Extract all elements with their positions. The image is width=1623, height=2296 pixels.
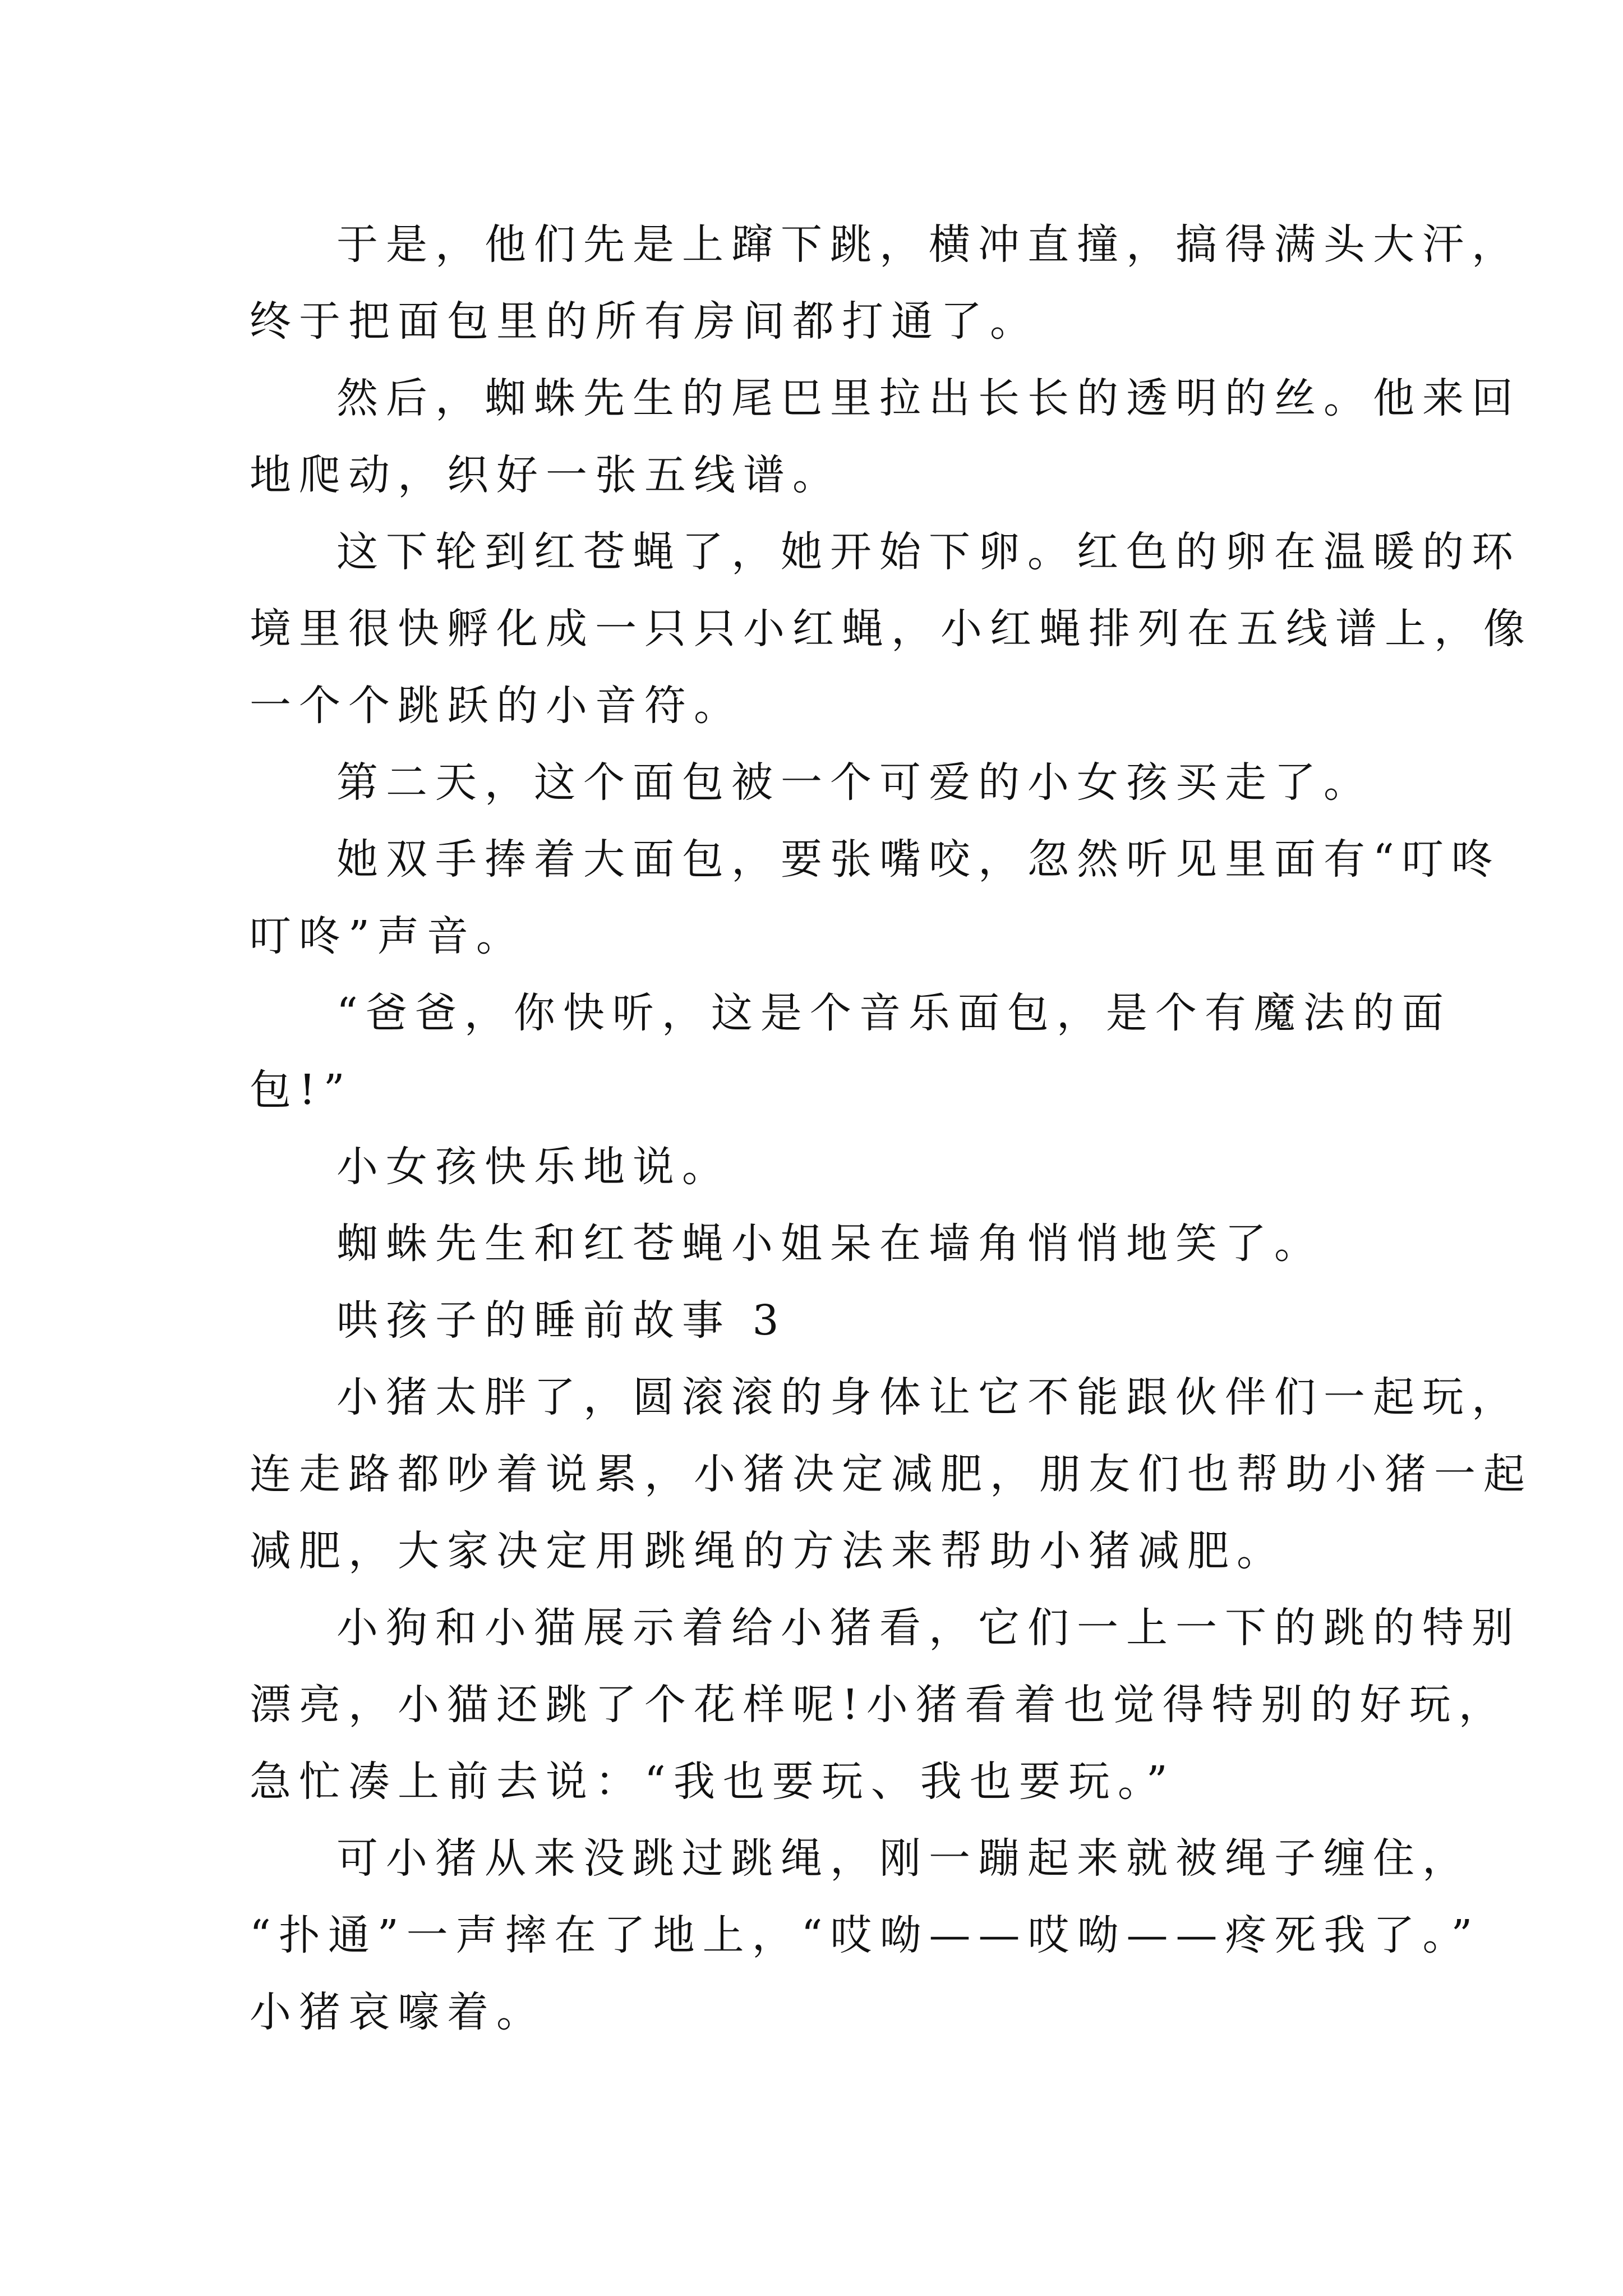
text-line: 减肥，大家决定用跳绳的方法来帮助小猪减肥。 bbox=[250, 1527, 1286, 1575]
text-line: 第二天，这个面包被一个可爱的小女孩买走了。 bbox=[336, 758, 1373, 807]
text-line: 境里很快孵化成一只只小红蝇，小红蝇排列在五线谱上，像 bbox=[250, 605, 1533, 653]
text-line: 小女孩快乐地说。 bbox=[336, 1143, 731, 1191]
text-line: 她双手捧着大面包，要张嘴咬，忽然听见里面有“叮咚 bbox=[336, 835, 1501, 884]
text-line: 然后，蜘蛛先生的尾巴里拉出长长的透明的丝。他来回 bbox=[336, 374, 1521, 422]
text-line: 小猪哀嚎着。 bbox=[250, 1988, 546, 2036]
text-line: 终于把面包里的所有房间都打通了。 bbox=[250, 297, 1039, 346]
section-heading: 哄孩子的睡前故事 3 bbox=[336, 1296, 787, 1345]
text-line: 一个个跳跃的小音符。 bbox=[250, 682, 743, 730]
text-line: 叮咚”声音。 bbox=[250, 912, 525, 960]
text-line: 漂亮，小猫还跳了个花样呢!小猪看着也觉得特别的好玩， bbox=[250, 1681, 1508, 1729]
text-line: 小狗和小猫展示着给小猪看，它们一上一下的跳的特别 bbox=[336, 1604, 1521, 1652]
text-line: 于是，他们先是上蹿下跳，横冲直撞，搞得满头大汗， bbox=[336, 220, 1521, 269]
text-line: “扑通”一声摔在了地上，“哎呦——哎呦——疼死我了。” bbox=[250, 1911, 1481, 1959]
text-line: 可小猪从来没跳过跳绳，刚一蹦起来就被绳子缠住， bbox=[336, 1834, 1472, 1883]
text-line: 小猪太胖了，圆滚滚的身体让它不能跟伙伴们一起玩， bbox=[336, 1373, 1521, 1421]
text-line: 包!” bbox=[250, 1066, 353, 1114]
text-line: 蜘蛛先生和红苍蝇小姐呆在墙角悄悄地笑了。 bbox=[336, 1220, 1324, 1268]
text-line: 连走路都吵着说累，小猪决定减肥，朋友们也帮助小猪一起 bbox=[250, 1450, 1533, 1498]
text-line: 这下轮到红苍蝇了，她开始下卵。红色的卵在温暖的环 bbox=[336, 528, 1521, 576]
text-line: 地爬动，织好一张五线谱。 bbox=[250, 451, 842, 499]
text-line: 急忙凑上前去说：“我也要玩、我也要玩。” bbox=[250, 1757, 1175, 1806]
story-text bbox=[250, 206, 1533, 2051]
text-line: “爸爸，你快听，这是个音乐面包，是个有魔法的面 bbox=[336, 989, 1451, 1037]
